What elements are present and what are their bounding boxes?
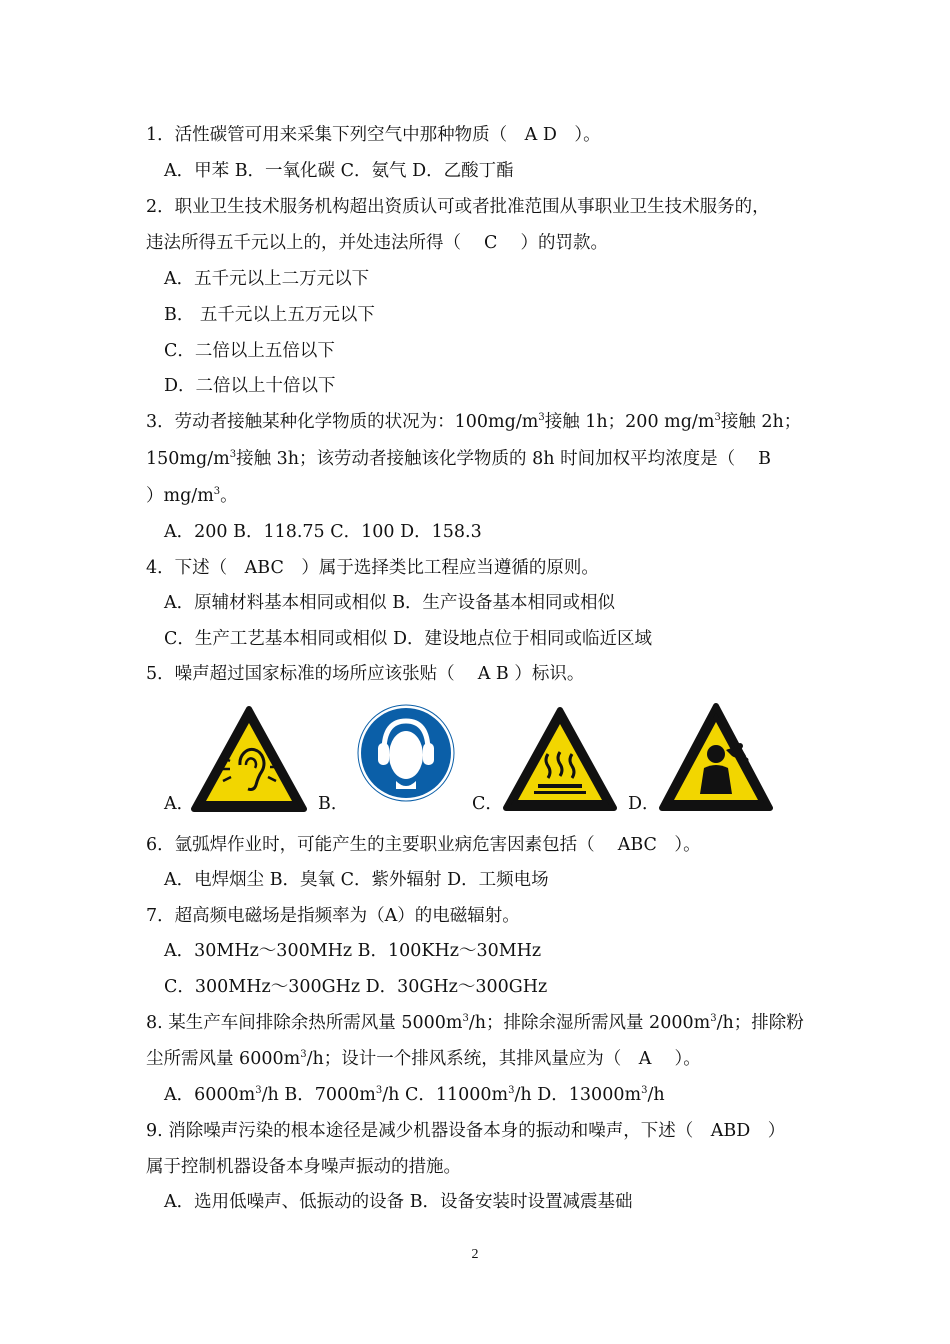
question-2-option-c: C．二倍以上五倍以下 — [164, 341, 335, 361]
page-number: 2 — [471, 1247, 479, 1262]
question-7: 7．超高频电磁场是指频率为（A）的电磁辐射。 — [146, 906, 520, 926]
question-3-line-3: ）$mg/m^3$。 — [146, 486, 238, 506]
question-5: 5．噪声超过国家标准的场所应该张贴（ A B ）标识。 — [146, 664, 585, 684]
question-3-options: A．200 B．118.75 C．100 D．158.3 — [164, 522, 482, 542]
question-1-options: A．甲苯 B．一氧化碳 C．氨气 D．乙酸丁酯 — [164, 161, 514, 181]
sign-label-b: B． — [318, 794, 349, 814]
question-5-sign-options — [0, 700, 950, 820]
question-6-options: A．电焊烟尘 B．臭氧 C．紫外辐射 D．工频电场 — [164, 870, 549, 890]
question-3-line-1: 3．劳动者接触某种化学物质的状况为：$100mg/m^3$接触 1h；200 $mg/m^3$接触 2h； — [146, 412, 802, 432]
question-4-options-ab: A．原辅材料基本相同或相似 B．生产设备基本相同或相似 — [164, 593, 616, 613]
question-1: 1．活性碳管可用来采集下列空气中那种物质（ A D ）。 — [146, 125, 601, 145]
question-7-options-cd: C．300MHz～300GHz D．30GHz～300GHz — [164, 977, 548, 997]
question-3-line-2: $150mg/m^3$接触 3h；该劳动者接触该化学物质的 8h 时间加权平均浓度是（ B — [146, 449, 771, 469]
question-2-option-b: B． 五千元以上五万元以下 — [164, 305, 375, 325]
question-9-line-1: 9. 消除噪声污染的根本途径是减少机器设备本身的振动和噪声，下述（ ABD ） — [146, 1121, 786, 1141]
toxic-gas-warning-icon — [658, 702, 774, 812]
question-2-line-2: 违法所得五千元以上的，并处违法所得（ C ）的罚款。 — [146, 233, 609, 253]
question-7-options-ab: A．30MHz～300MHz B．100KHz～30MHz — [164, 941, 542, 961]
question-8-options: A．$6000m^3/h$ B．$7000m^3/h$ C．$11000m^3/h$ D．$13000m^3/h$ — [164, 1085, 665, 1105]
question-8-line-1: 8. 某生产车间排除余热所需风量 $5000m^3/h$；排除余湿所需风量 $2000m^3/h$；排除粉 — [146, 1013, 804, 1033]
question-4: 4．下述（ ABC ）属于选择类比工程应当遵循的原则。 — [146, 558, 599, 578]
question-2-option-a: A．五千元以上二万元以下 — [164, 269, 370, 289]
ear-protection-icon — [356, 703, 456, 803]
sign-label-c: C． — [472, 794, 503, 814]
sign-label-d: D． — [628, 794, 660, 814]
question-9-line-2: 属于控制机器设备本身噪声振动的措施。 — [146, 1157, 461, 1177]
question-6: 6．氩弧焊作业时，可能产生的主要职业病危害因素包括（ ABC ）。 — [146, 835, 701, 855]
question-9-options: A．选用低噪声、低振动的设备 B．设备安装时设置减震基础 — [164, 1192, 633, 1212]
question-8-line-2: 尘所需风量 $6000m^3/h$；设计一个排风系统，其排风量应为（ A ）。 — [146, 1049, 701, 1069]
question-4-options-cd: C．生产工艺基本相同或相似 D．建设地点位于相同或临近区域 — [164, 629, 652, 649]
sign-label-a: A． — [164, 794, 195, 814]
noise-warning-icon — [190, 705, 308, 813]
hot-surface-warning-icon — [502, 706, 618, 812]
question-2-option-d: D．二倍以上十倍以下 — [164, 376, 336, 396]
question-2-line-1: 2．职业卫生技术服务机构超出资质认可或者批准范围从事职业卫生技术服务的， — [146, 197, 770, 217]
